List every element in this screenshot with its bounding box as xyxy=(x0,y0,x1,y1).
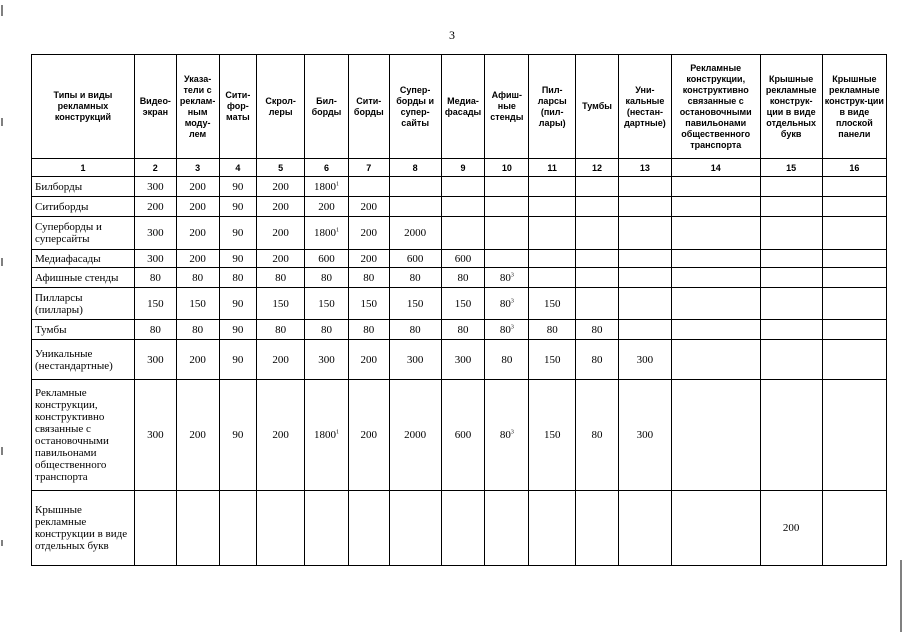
cell-value: 80 xyxy=(591,323,603,336)
cell-value: 80 xyxy=(457,271,469,284)
cell-value: 200 xyxy=(189,252,206,265)
cell-value: 200 xyxy=(147,200,164,213)
column-number: 10 xyxy=(485,159,529,177)
column-header: Крышные рекламные конструк-ции в виде плоской панели xyxy=(822,55,886,159)
column-header: Сити-фор-маты xyxy=(219,55,257,159)
column-number: 16 xyxy=(822,159,886,177)
cell-value: 80 xyxy=(275,323,287,336)
cell-value: 80 xyxy=(275,271,287,284)
column-header: Бил-борды xyxy=(305,55,349,159)
column-number: 4 xyxy=(219,159,257,177)
cell-value: 200 xyxy=(360,429,378,441)
cell-value: 600 xyxy=(406,252,424,265)
column-number: 7 xyxy=(348,159,389,177)
cell-value: 300 xyxy=(454,353,472,366)
column-header: Супер-борды и супер-сайты xyxy=(389,55,441,159)
cell-value: 80 xyxy=(321,323,332,336)
column-header: Уни-кальные (нестан-дартные) xyxy=(618,55,671,159)
column-number: 2 xyxy=(134,159,176,177)
column-number: 9 xyxy=(441,159,485,177)
cell-value: 150 xyxy=(406,297,424,310)
cell-value: 200 xyxy=(189,353,206,366)
column-number: 5 xyxy=(257,159,305,177)
column-header: Крышные рекламные конструк-ции в виде отдельных букв xyxy=(760,55,822,159)
cell-value: 80 xyxy=(232,271,244,284)
footnote-mark: 1 xyxy=(336,429,339,436)
column-number: 1 xyxy=(32,159,135,177)
row-label: Суперборды и суперсайты xyxy=(32,217,135,250)
footnote-mark: 3 xyxy=(510,323,514,330)
cell-value: 80 xyxy=(321,271,332,284)
cell-value: 1800 xyxy=(314,180,336,193)
cell-value: 300 xyxy=(636,429,654,441)
cell-value: 80 xyxy=(499,271,511,284)
cell-value: 80 xyxy=(499,429,511,441)
cell-value: 80 xyxy=(501,353,513,366)
cell-value: 200 xyxy=(189,227,206,239)
cell-value: 300 xyxy=(147,227,164,239)
row-label: Рекламные конструкции, конструктивно связанные с остановочными павильонами общественного транспорта xyxy=(32,380,135,491)
column-header: Афиш-ные стенды xyxy=(485,55,529,159)
cell-value: 2000 xyxy=(404,429,427,441)
cell-value: 200 xyxy=(360,227,378,239)
cell-value: 300 xyxy=(147,353,164,366)
column-number: 11 xyxy=(529,159,576,177)
row-label: Уникальные (нестандартные) xyxy=(32,340,135,380)
cell-value: 80 xyxy=(499,323,511,336)
footnote-mark: 3 xyxy=(510,271,514,278)
cell-value: 150 xyxy=(189,297,206,310)
cell-value: 300 xyxy=(318,353,335,366)
cell-value: 150 xyxy=(543,353,561,366)
cell-value: 80 xyxy=(363,323,375,336)
cell-value: 90 xyxy=(232,227,244,239)
row-label: Афишные стенды xyxy=(32,268,135,288)
cell-value: 80 xyxy=(409,323,421,336)
column-header: Типы и виды рекламных конструкций xyxy=(32,55,135,159)
column-header: Медиа-фасады xyxy=(441,55,485,159)
footnote-mark: 3 xyxy=(510,429,514,436)
cell-value: 80 xyxy=(192,323,204,336)
row-label: Медиафасады xyxy=(32,250,135,268)
cell-value: 600 xyxy=(454,429,472,441)
column-header: Рекламные конструкции, конструктивно связанные с остановочными павильонами общественного транспорта xyxy=(671,55,760,159)
cell-value: 80 xyxy=(499,297,511,310)
cell-value: 200 xyxy=(272,252,289,265)
cell-value: 80 xyxy=(409,271,421,284)
footnote-mark: 1 xyxy=(336,227,339,234)
row-label: Билборды xyxy=(32,177,135,197)
cell-value: 600 xyxy=(318,252,335,265)
cell-value: 200 xyxy=(360,252,378,265)
column-number: 15 xyxy=(760,159,822,177)
cell-value: 90 xyxy=(232,252,244,265)
column-number: 12 xyxy=(576,159,619,177)
cell-value: 150 xyxy=(147,297,164,310)
cell-value: 200 xyxy=(272,200,289,213)
cell-value: 2000 xyxy=(404,227,427,239)
footnote-mark: 1 xyxy=(336,180,339,187)
cell-value: 200 xyxy=(360,353,378,366)
cell-value: 80 xyxy=(591,429,603,441)
cell-value: 90 xyxy=(232,353,244,366)
cell-value: 150 xyxy=(318,297,335,310)
row-label: Пилларсы (пиллары) xyxy=(32,288,135,320)
column-header: Скрол-леры xyxy=(257,55,305,159)
column-header: Указа-тели с реклам-ным моду-лем xyxy=(176,55,219,159)
cell-value: 200 xyxy=(189,200,206,213)
cell-value: 150 xyxy=(543,297,561,310)
cell-value: 90 xyxy=(232,180,244,193)
cell-value: 200 xyxy=(189,180,206,193)
cell-value: 200 xyxy=(272,429,289,441)
cell-value: 80 xyxy=(591,353,603,366)
cell-value: 200 xyxy=(318,200,335,213)
cell-value: 200 xyxy=(272,353,289,366)
column-header: Пил-ларсы (пил-лары) xyxy=(529,55,576,159)
cell-value: 300 xyxy=(147,180,164,193)
cell-value: 300 xyxy=(147,252,164,265)
cell-value: 200 xyxy=(189,429,206,441)
cell-value: 200 xyxy=(272,180,289,193)
cell-value: 300 xyxy=(636,353,654,366)
cell-value: 80 xyxy=(149,271,161,284)
column-number: 13 xyxy=(618,159,671,177)
cell-value: 150 xyxy=(272,297,289,310)
cell-value: 90 xyxy=(232,429,244,441)
row-label: Ситиборды xyxy=(32,197,135,217)
column-header: Сити-борды xyxy=(348,55,389,159)
cell-value: 300 xyxy=(406,353,424,366)
cell-value: 90 xyxy=(232,323,244,336)
cell-value: 150 xyxy=(543,429,561,441)
column-number: 3 xyxy=(176,159,219,177)
row-label: Тумбы xyxy=(32,320,135,340)
cell-value: 80 xyxy=(546,323,558,336)
cell-value: 150 xyxy=(454,297,472,310)
column-number: 14 xyxy=(671,159,760,177)
cell-value: 300 xyxy=(147,429,164,441)
cell-value: 80 xyxy=(192,271,204,284)
cell-value: 90 xyxy=(232,200,244,213)
cell-value: 600 xyxy=(454,252,472,265)
cell-value: 200 xyxy=(360,200,378,213)
cell-value: 80 xyxy=(457,323,469,336)
cell-value: 90 xyxy=(232,297,244,310)
column-header: Тумбы xyxy=(576,55,619,159)
cell-value: 80 xyxy=(149,323,161,336)
footnote-mark: 3 xyxy=(510,297,514,304)
column-number: 8 xyxy=(389,159,441,177)
cell-value: 200 xyxy=(272,227,289,239)
page-number: 3 xyxy=(449,28,455,42)
cell-value: 150 xyxy=(360,297,378,310)
cell-value: 1800 xyxy=(314,429,336,441)
cell-value: 200 xyxy=(782,522,800,534)
cell-value: 1800 xyxy=(314,227,336,239)
column-number: 6 xyxy=(305,159,349,177)
cell-value: 80 xyxy=(363,271,375,284)
row-label: Крышные рекламные конструкции в виде отдельных букв xyxy=(32,491,135,566)
column-header: Видео-экран xyxy=(134,55,176,159)
